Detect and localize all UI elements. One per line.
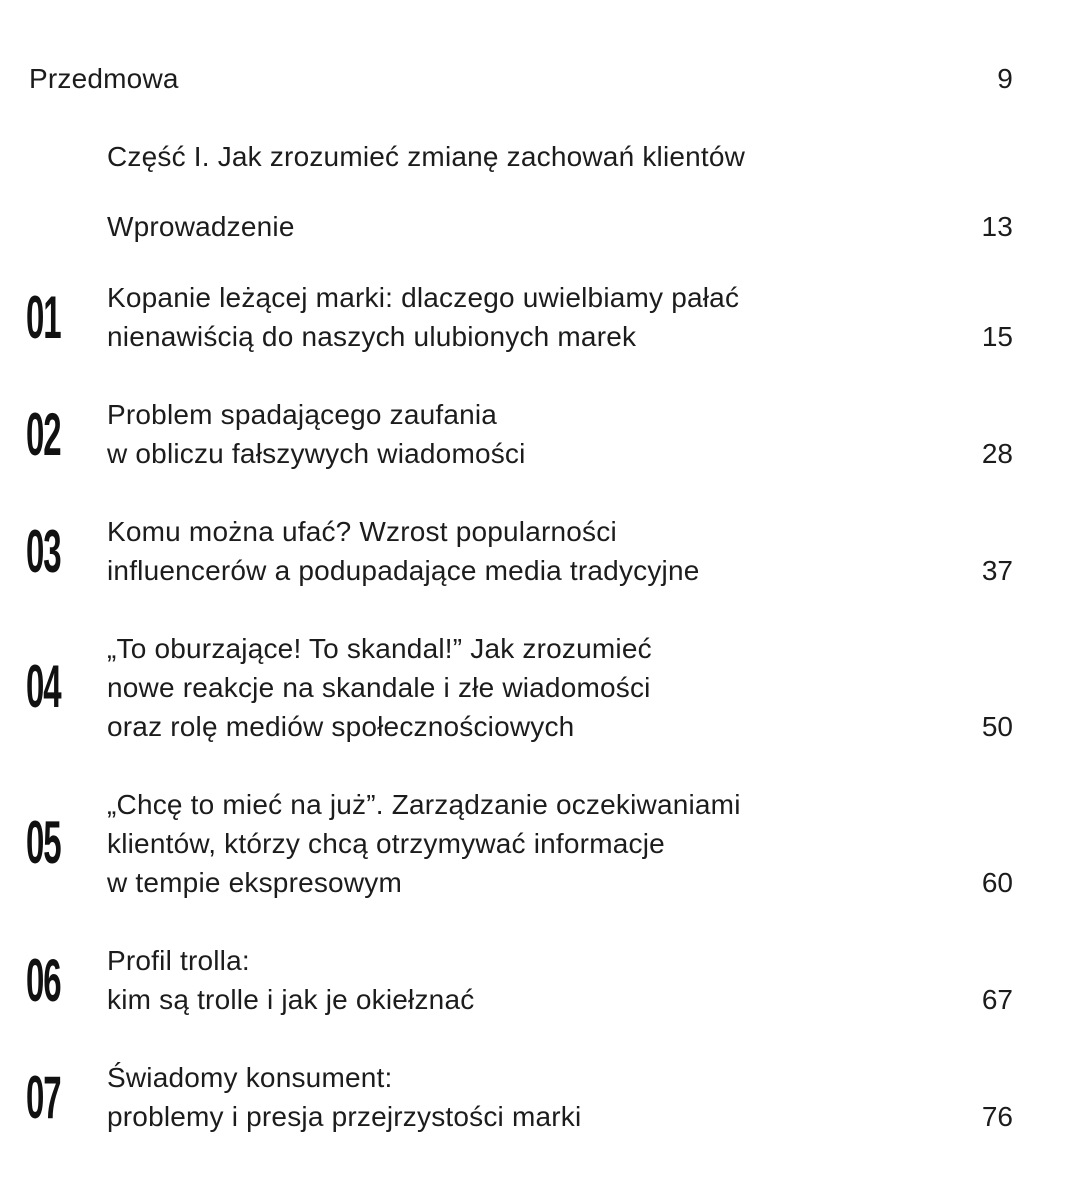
chapter-title-line: Komu można ufać? Wzrost popularności	[107, 516, 617, 547]
chapter-title	[107, 512, 700, 590]
preface-title: Przedmowa	[29, 63, 179, 94]
chapter-title-line: w obliczu fałszywych wiadomości	[107, 438, 526, 469]
introduction-title: Wprowadzenie	[107, 211, 295, 242]
chapter-page-number: 50	[981, 711, 1013, 742]
chapter-page-number: 60	[981, 867, 1013, 898]
chapter-number: 05	[26, 809, 61, 876]
chapter-page-number: 28	[981, 438, 1013, 469]
chapter-page-number: 15	[981, 321, 1013, 352]
chapter-title-line: kim są trolle i jak je okiełznać	[107, 984, 475, 1015]
chapter-number: 07	[26, 1064, 61, 1131]
chapter-title-line: „Chcę to mieć na już”. Zarządzanie oczekiwaniami	[107, 789, 741, 820]
chapter-title	[107, 395, 526, 473]
chapter-title	[107, 1058, 581, 1136]
chapter-page-number: 67	[981, 984, 1013, 1015]
chapter-page-number: 76	[981, 1101, 1013, 1132]
chapter-title-line: oraz rolę mediów społecznościowych	[107, 711, 575, 742]
chapter-title-line: klientów, którzy chcą otrzymywać informacje	[107, 828, 665, 859]
chapter-number: 03	[26, 518, 61, 585]
chapter-title	[107, 941, 474, 1019]
chapter-title-line: Problem spadającego zaufania	[107, 399, 498, 430]
chapter-number: 01	[26, 284, 61, 351]
chapter-number: 02	[26, 401, 61, 468]
chapter-title	[107, 629, 652, 746]
chapter-title-line: influencerów a podupadające media tradycyjne	[107, 555, 700, 586]
preface-page-number: 9	[997, 63, 1013, 94]
introduction-page-number: 13	[981, 211, 1013, 242]
chapter-number: 04	[26, 653, 61, 720]
chapter-title-line: Kopanie leżącej marki: dlaczego uwielbiamy pałać	[107, 282, 740, 313]
chapter-title-line: „To oburzające! To skandal!” Jak zrozumieć	[107, 633, 652, 664]
part-title: Część I. Jak zrozumieć zmianę zachowań klientów	[107, 141, 746, 172]
chapter-title-line: nowe reakcje na skandale i złe wiadomości	[107, 672, 651, 703]
chapter-page-number: 37	[981, 555, 1013, 586]
chapter-number: 06	[26, 947, 61, 1014]
chapter-title-line: w tempie ekspresowym	[107, 867, 402, 898]
chapter-title-line: nienawiścią do naszych ulubionych marek	[107, 321, 637, 352]
chapter-title	[107, 785, 741, 902]
chapter-title-line: Świadomy konsument:	[107, 1062, 393, 1093]
chapter-title	[107, 278, 739, 356]
chapter-title-line: problemy i presja przejrzystości marki	[107, 1101, 582, 1132]
chapter-title-line: Profil trolla:	[107, 945, 250, 976]
